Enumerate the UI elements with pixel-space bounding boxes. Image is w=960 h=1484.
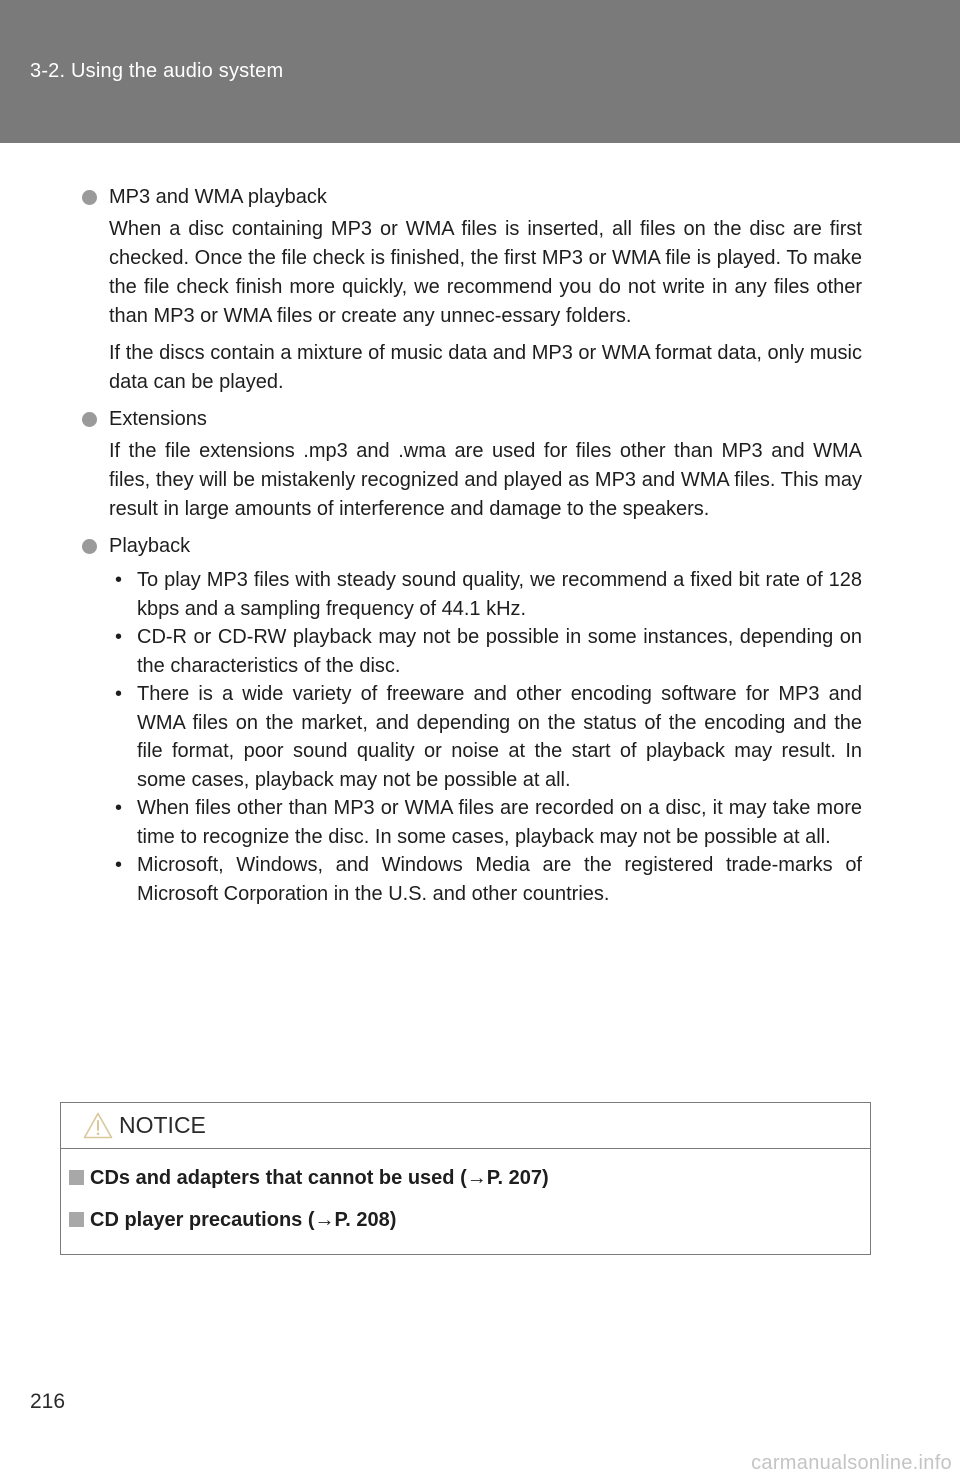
list-item bbox=[109, 623, 862, 680]
list-item bbox=[109, 794, 862, 851]
notice-title: NOTICE bbox=[119, 1112, 206, 1138]
section-heading bbox=[82, 183, 862, 211]
list-item-text: Microsoft, Windows, and Windows Media are the registered trade-marks of Microsoft Corporation in the U.S. and other countries. bbox=[137, 854, 862, 905]
list-item-text: CD-R or CD-RW playback may not be possible in some instances, depending on the characteristics of the disc. bbox=[137, 626, 862, 677]
notice-item-cd-precautions[interactable] bbox=[69, 1209, 396, 1232]
list-item bbox=[109, 566, 862, 623]
paragraph: If the discs contain a mixture of music data and MP3 or WMA format data, only music data can be played. bbox=[109, 342, 862, 393]
bullet-dot-icon bbox=[82, 190, 97, 205]
square-bullet-icon bbox=[69, 1170, 84, 1185]
notice-item-text: CD player precautions (→P. 208) bbox=[90, 1209, 397, 1231]
section-extensions bbox=[82, 405, 862, 524]
heading-text: MP3 and WMA playback bbox=[109, 186, 327, 208]
paragraph: When a disc containing MP3 or WMA files is inserted, all files on the disc are first checked. Once the file check is finished, the first MP3 or WMA file is played. To make the file check finish more quickly, we recommend you do not write in any files other than MP3 or WMA files or create any unnec-essary folders. bbox=[109, 218, 862, 327]
bullet-dot-icon bbox=[82, 539, 97, 554]
section-playback bbox=[82, 532, 862, 908]
notice-item-text: CDs and adapters that cannot be used (→P. 207) bbox=[90, 1167, 549, 1189]
bullet-point-icon: • bbox=[115, 854, 123, 876]
bullet-point-icon: • bbox=[115, 797, 123, 819]
heading-text: Playback bbox=[109, 535, 191, 557]
notice-item-cds-adapters[interactable] bbox=[69, 1167, 549, 1190]
section-title: 3-2. Using the audio system bbox=[30, 60, 284, 82]
list-item bbox=[109, 680, 862, 794]
list-item bbox=[109, 851, 862, 908]
square-bullet-icon bbox=[69, 1212, 84, 1227]
playback-list bbox=[109, 566, 862, 908]
page-header bbox=[0, 0, 960, 143]
bullet-dot-icon bbox=[82, 412, 97, 427]
main-content bbox=[82, 183, 862, 908]
bullet-point-icon: • bbox=[115, 626, 123, 648]
section-heading bbox=[82, 532, 862, 560]
notice-box bbox=[60, 1102, 871, 1255]
list-item-text: There is a wide variety of freeware and other encoding software for MP3 and WMA files on the market, and depending on the status of the encoding and the file format, poor sound quality or noise at the start of playback may result. In some cases, playback may not be possible at all. bbox=[137, 683, 862, 791]
paragraph: If the file extensions .mp3 and .wma are used for files other than MP3 and WMA files, they will be mistakenly recognized and played as MP3 and WMA files. This may result in large amounts of interference and damage to the speakers. bbox=[109, 440, 862, 520]
list-item-text: When files other than MP3 or WMA files are recorded on a disc, it may take more time to recognize the disc. In some cases, playback may not be possible at all. bbox=[137, 797, 862, 848]
section-heading bbox=[82, 405, 862, 433]
bullet-point-icon: • bbox=[115, 569, 123, 591]
heading-text: Extensions bbox=[109, 408, 207, 430]
warning-triangle-icon bbox=[83, 1112, 113, 1139]
bullet-point-icon: • bbox=[115, 683, 123, 705]
notice-header bbox=[61, 1103, 870, 1149]
watermark[interactable]: carmanualsonline.info bbox=[751, 1452, 952, 1474]
page-number: 216 bbox=[30, 1390, 66, 1413]
list-item-text: To play MP3 files with steady sound quality, we recommend a fixed bit rate of 128 kbps and a sampling frequency of 44.1 kHz. bbox=[137, 569, 862, 620]
section-mp3-wma-playback bbox=[82, 183, 862, 397]
